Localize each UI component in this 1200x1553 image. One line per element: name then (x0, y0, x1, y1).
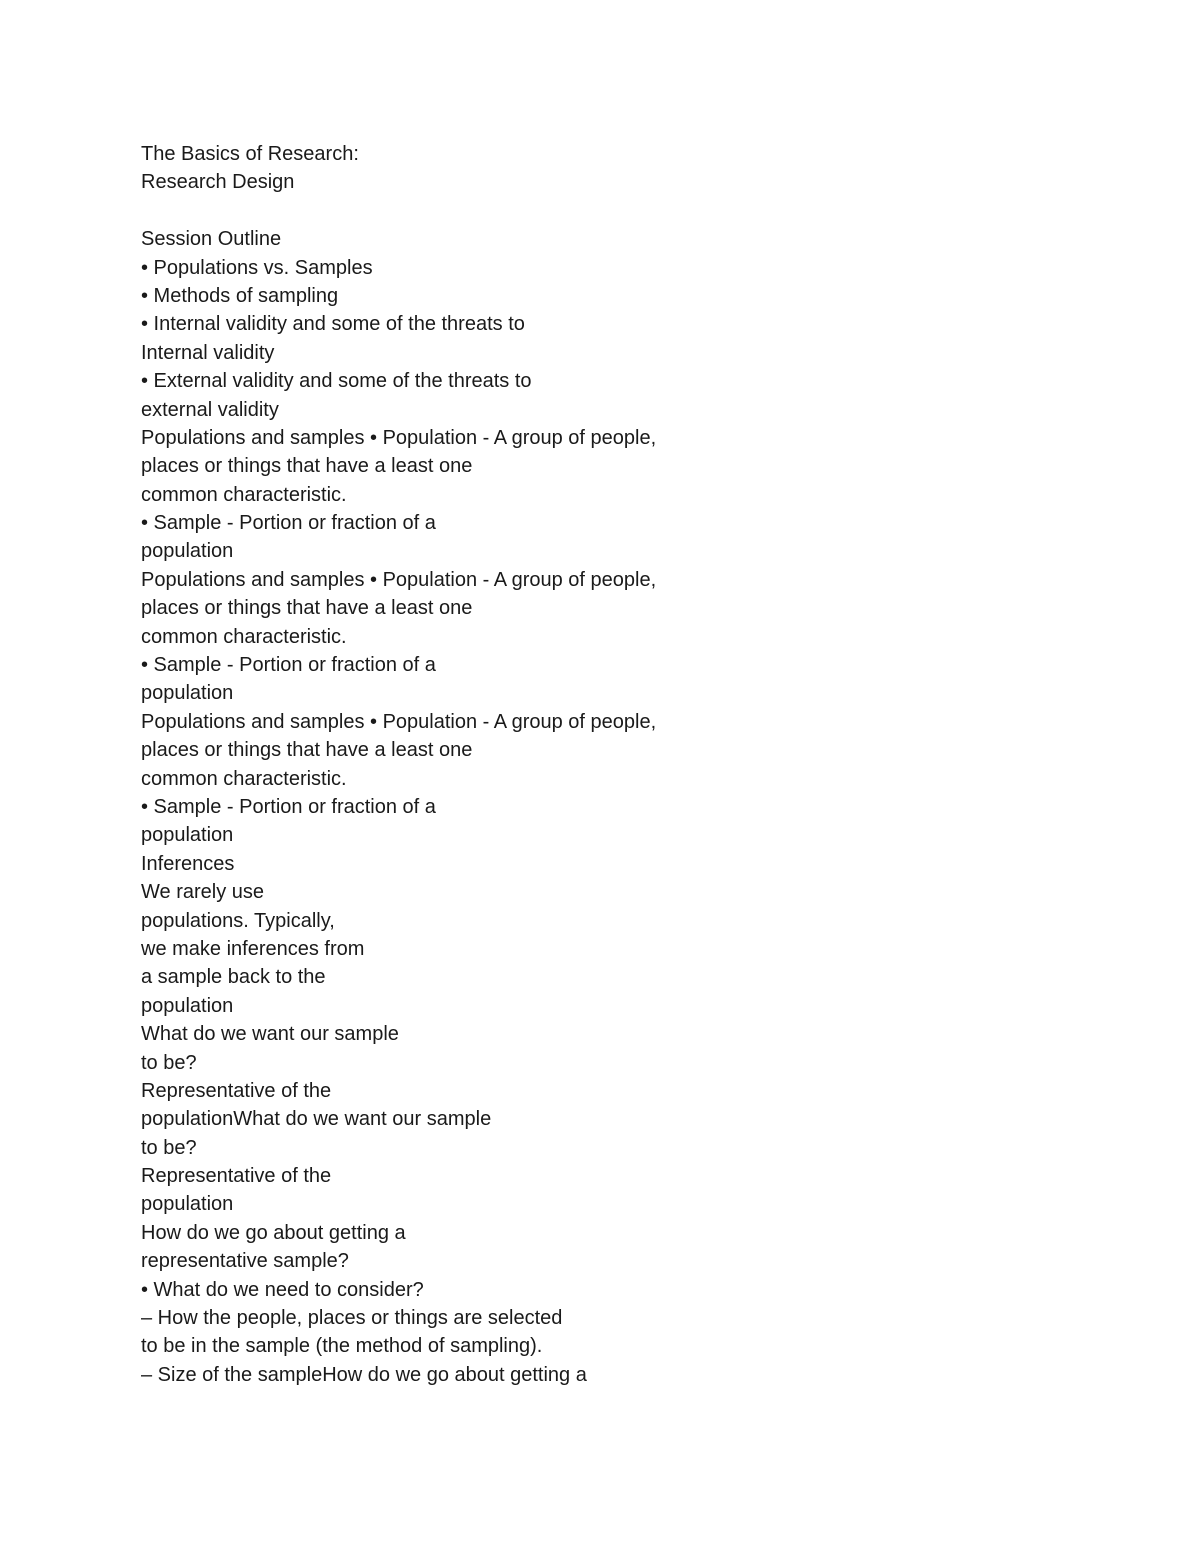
text-line: • Sample - Portion or fraction of a (141, 795, 436, 818)
text-line: external validity (141, 398, 279, 421)
text-line: populationWhat do we want our sample (141, 1108, 492, 1131)
text-line: How do we go about getting a (141, 1221, 406, 1244)
text-line: places or things that have a least one (141, 597, 473, 620)
text-line: population (141, 1193, 234, 1216)
document-body (141, 140, 1041, 1389)
text-line: • Populations vs. Samples (141, 256, 373, 279)
text-line: Populations and samples • Population - A group of people, (141, 568, 657, 591)
text-line: Research Design (141, 171, 295, 194)
text-line: • Methods of sampling (141, 284, 339, 307)
text-line: population (141, 994, 234, 1017)
text-line: Representative of the (141, 1079, 332, 1102)
text-line: Representative of the (141, 1165, 332, 1188)
text-line: population (141, 540, 234, 563)
text-line: representative sample? (141, 1250, 349, 1273)
text-line: – How the people, places or things are selected (141, 1307, 563, 1330)
text-line: common characteristic. (141, 767, 347, 790)
text-line: Session Outline (141, 228, 282, 251)
text-line: • Sample - Portion or fraction of a (141, 654, 436, 677)
text-line: Internal validity (141, 341, 275, 364)
text-line: • What do we need to consider? (141, 1278, 424, 1301)
text-line: a sample back to the (141, 966, 326, 989)
text-line: common characteristic. (141, 483, 347, 506)
text-line: – Size of the sampleHow do we go about getting a (141, 1363, 587, 1386)
text-line: Inferences (141, 852, 235, 875)
text-line: places or things that have a least one (141, 455, 473, 478)
text-line: common characteristic. (141, 625, 347, 648)
text-line: population (141, 824, 234, 847)
text-line: We rarely use (141, 881, 265, 904)
text-line (141, 197, 1041, 225)
text-line: population (141, 682, 234, 705)
text-line: • Sample - Portion or fraction of a (141, 512, 436, 535)
text-line: to be in the sample (the method of sampling). (141, 1335, 543, 1358)
text-line: Populations and samples • Population - A group of people, (141, 710, 657, 733)
text-line: The Basics of Research: (141, 143, 359, 165)
text-line: populations. Typically, (141, 909, 335, 932)
text-line: Populations and samples • Population - A group of people, (141, 426, 657, 449)
text-line: we make inferences from (141, 937, 365, 960)
text-line: places or things that have a least one (141, 739, 473, 762)
text-line: What do we want our sample (141, 1023, 399, 1046)
text-line: • Internal validity and some of the threats to (141, 313, 525, 336)
text-line: to be? (141, 1051, 197, 1074)
text-line: • External validity and some of the threats to (141, 370, 532, 393)
text-line: to be? (141, 1136, 197, 1159)
